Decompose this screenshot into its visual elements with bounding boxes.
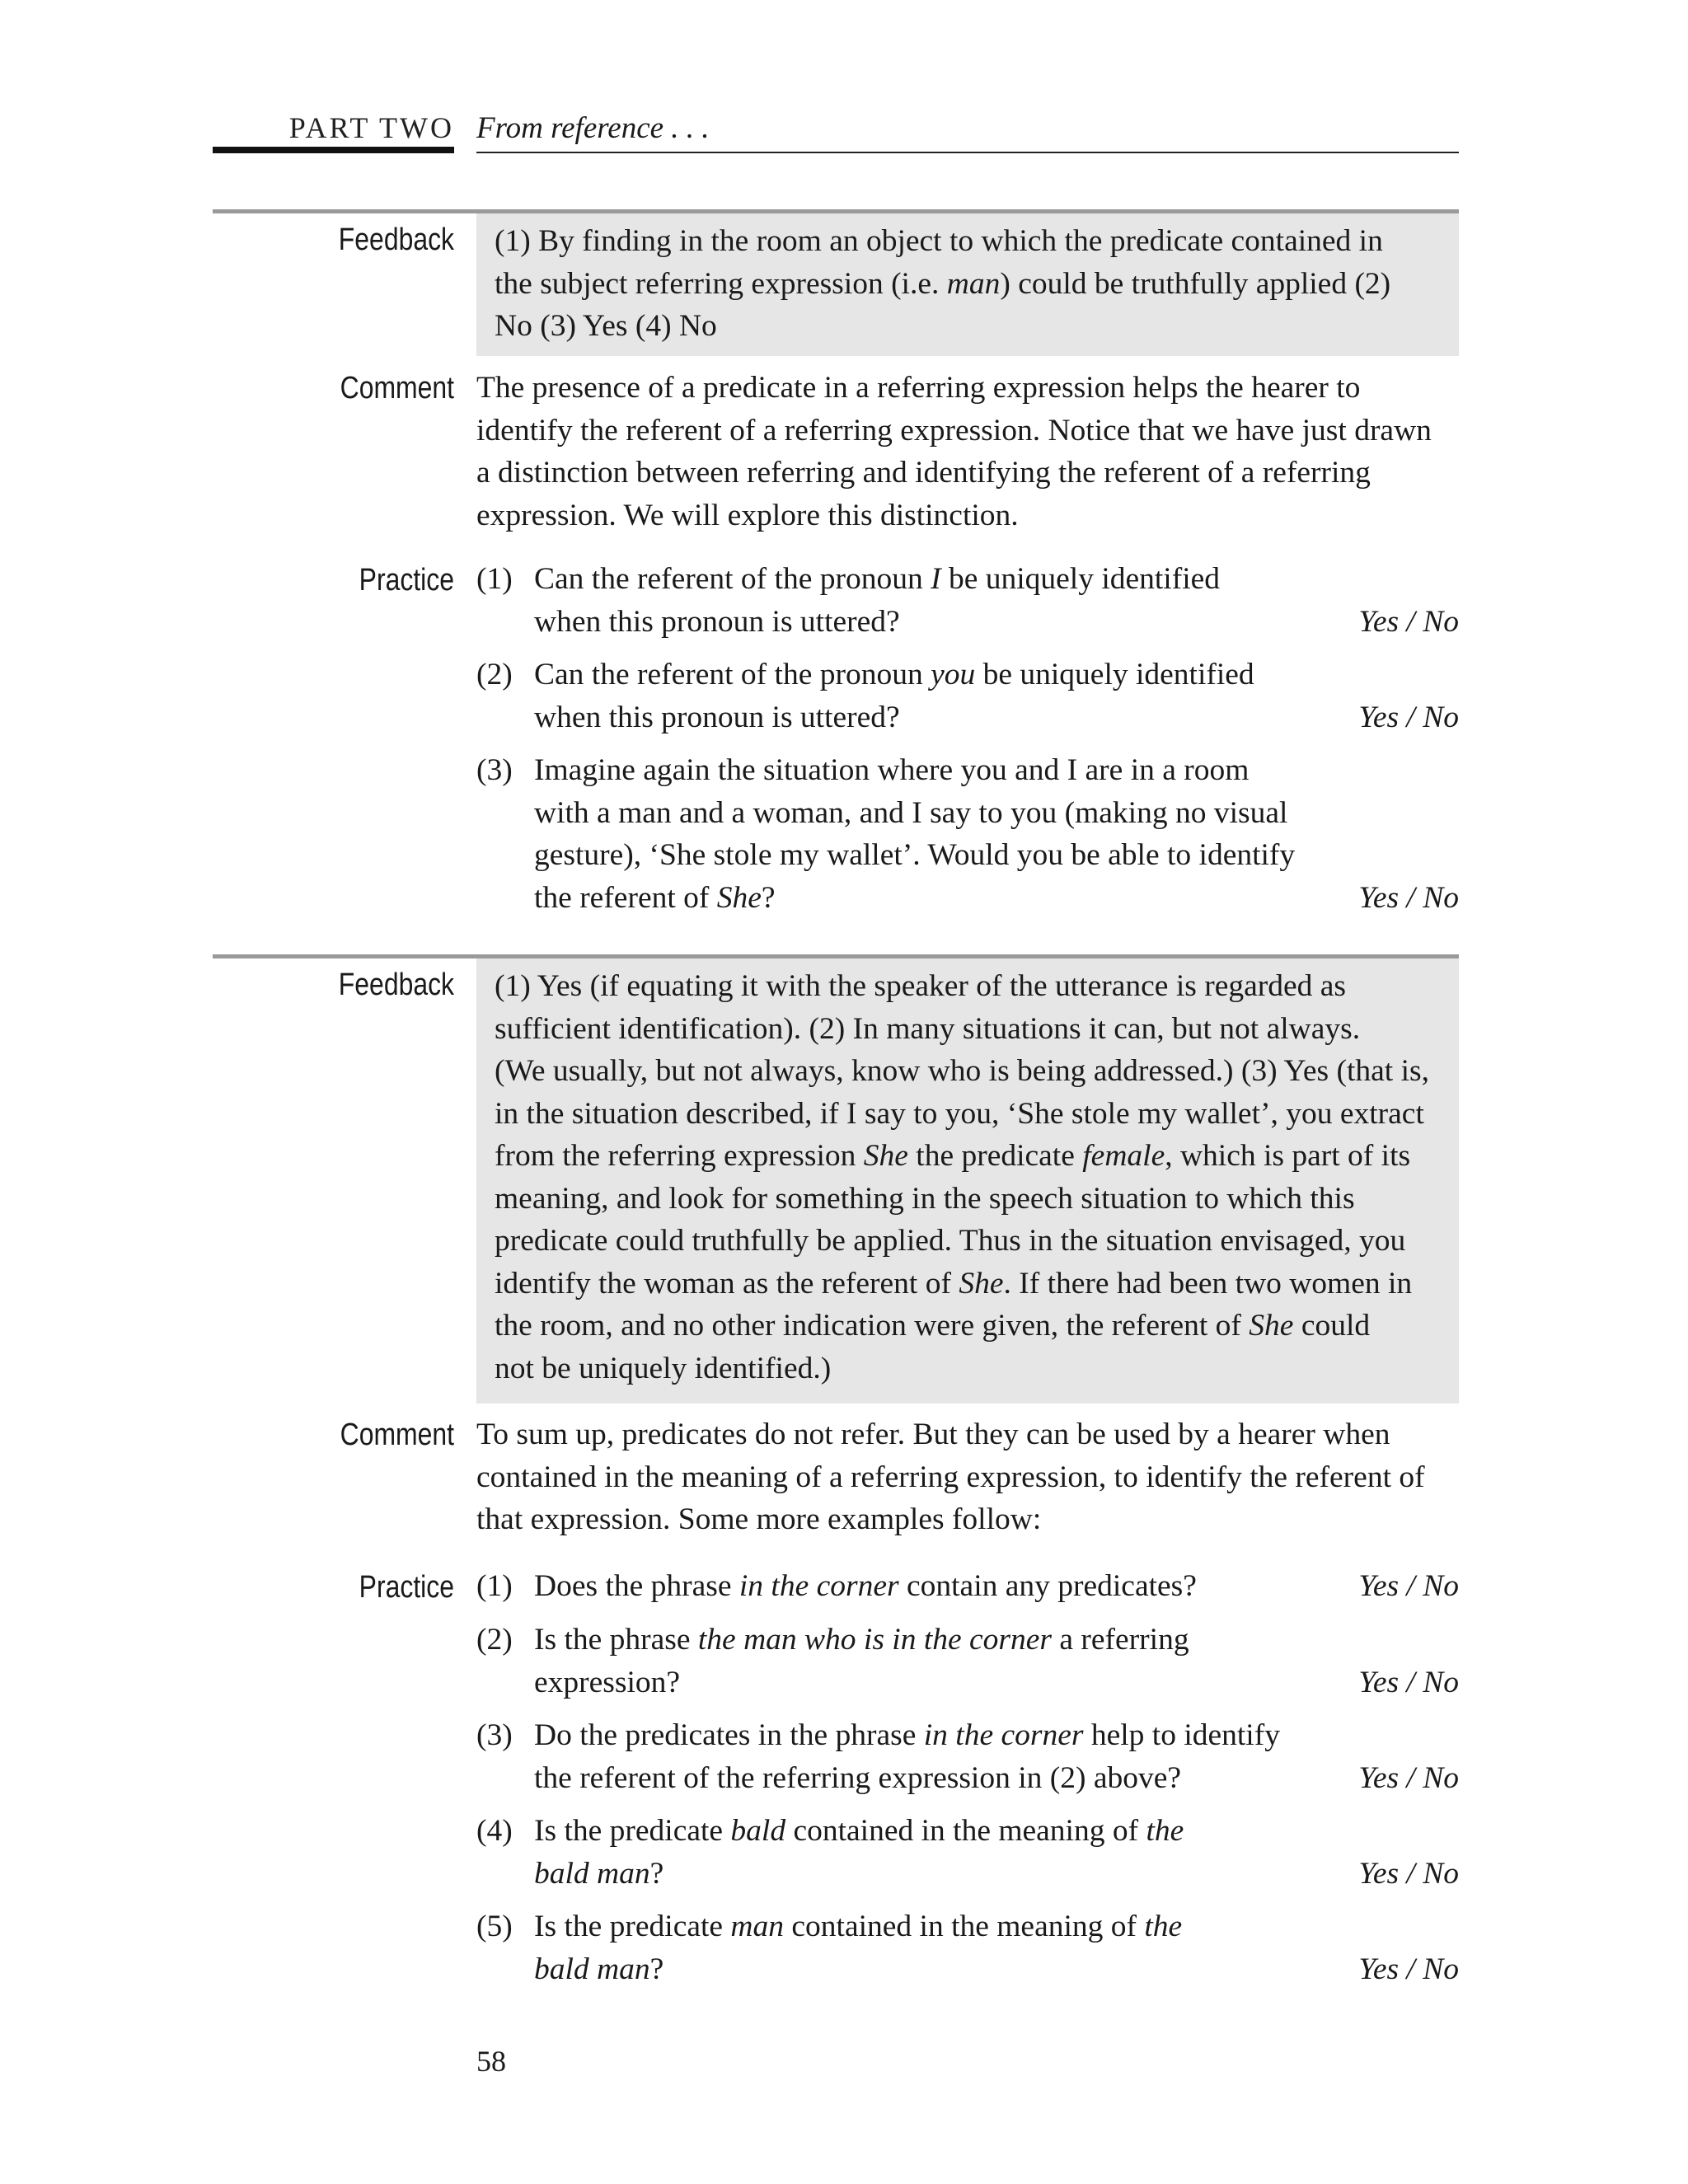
question-number: (3) [476,753,513,787]
practice-section-1 [213,563,1459,934]
practice-section-2 [213,1570,1459,2007]
question-text [534,1905,1317,1990]
question-number: (1) [476,1569,513,1603]
question-text [534,749,1317,919]
question-text [534,1714,1317,1799]
text-line: with a man and a woman, and I say to you (making no visual [534,795,1288,830]
italic-term: female [1082,1139,1165,1173]
text-line: the referent of the referring expression in (2) above? [534,1760,1182,1795]
italic-term: bald man [534,1856,650,1891]
feedback-section-1 [213,209,1459,358]
text-line: when this pronoun is uttered? [534,604,900,639]
comment-section-1 [213,371,1459,544]
question-number: (5) [476,1910,513,1943]
italic-term: in the corner [923,1718,1084,1752]
answer-choice: Yes / No [1358,1569,1459,1603]
question-number: (1) [476,562,513,596]
italic-term: you [931,658,976,691]
text-line: from the referring expression She the predicate female, which is part of its [495,1139,1411,1173]
text-line: identify the woman as the referent of She. If there had been two women in [495,1266,1413,1301]
text-line: Do the predicates in the phrase in the corner help to identify [534,1718,1280,1752]
running-head-bar [213,147,454,153]
question-number: (2) [476,658,513,691]
comment-section-2 [213,1418,1459,1554]
text-line: expression? [534,1665,681,1699]
text-line: No (3) Yes (4) No [495,309,717,343]
text-line: (1) Yes (if equating it with the speaker of the utterance is regarded as [495,969,1346,1003]
text-line: when this pronoun is uttered? [534,700,900,734]
section-label: Practice [359,1570,454,1605]
text-line: sufficient identification). (2) In many situations it can, but not always. [495,1011,1361,1046]
answer-choice: Yes / No [1358,1856,1459,1891]
italic-term: in the corner [738,1569,899,1603]
question-text [534,654,1317,738]
feedback-text [495,965,1429,1390]
text-line: that expression. Some more examples follow: [476,1502,1042,1536]
feedback-box [476,213,1459,356]
italic-term: She [716,880,762,915]
text-line: bald man? [534,1856,664,1891]
section-label: Comment [340,371,454,405]
feedback-box [476,958,1459,1404]
italic-term: man [730,1910,785,1943]
text-line: the subject referring expression (i.e. man) could be truthfully applied (2) [495,266,1391,301]
text-line: To sum up, predicates do not refer. But they can be used by a hearer when [476,1418,1390,1451]
question-text [534,558,1317,643]
answer-choice: Yes / No [1358,880,1459,915]
italic-term: the [1146,1814,1184,1848]
text-line: Imagine again the situation where you and I are in a room [534,753,1250,787]
text-line: (1) By finding in the room an object to which the predicate contained in [495,224,1383,258]
question-text [534,1565,1317,1608]
text-line: meaning, and look for something in the speech situation to which this [495,1181,1355,1216]
text-line: a distinction between referring and identifying the referent of a referring [476,456,1371,490]
text-line: Is the predicate man contained in the meaning of the [534,1910,1183,1943]
section-label: Comment [340,1418,454,1452]
text-line: expression. We will explore this distinction. [476,498,1019,532]
running-head-title: From reference . . . [476,111,710,145]
italic-term: I [931,562,941,596]
text-line: Is the phrase the man who is in the corner a referring [534,1623,1189,1657]
running-head [213,107,1459,153]
text-line: identify the referent of a referring expression. Notice that we have just drawn [476,413,1432,448]
italic-term: the [1144,1910,1183,1943]
italic-term: bald [730,1814,786,1848]
section-label: Feedback [338,968,454,1002]
question-number: (3) [476,1718,513,1752]
running-head-title-block [476,107,1459,153]
italic-term: bald man [534,1952,650,1986]
text-line: contained in the meaning of a referring expression, to identify the referent of [476,1460,1425,1494]
text-line: predicate could truthfully be applied. Thus in the situation envisaged, you [495,1224,1406,1258]
text-line: Can the referent of the pronoun you be uniquely identified [534,658,1254,691]
text-line: the referent of She? [534,880,776,915]
answer-choice: Yes / No [1358,604,1459,639]
question-number: (4) [476,1814,513,1848]
feedback-text [495,220,1426,348]
text-line: Is the predicate bald contained in the meaning of the [534,1814,1184,1848]
italic-term: She [863,1139,908,1173]
text-line: (We usually, but not always, know who is being addressed.) (3) Yes (that is, [495,1054,1429,1088]
question-number: (2) [476,1623,513,1657]
italic-term: man [946,266,1001,301]
text-line: bald man? [534,1952,664,1986]
feedback-section-2 [213,954,1459,1404]
italic-term: She [959,1266,1004,1301]
text-line: The presence of a predicate in a referring expression helps the hearer to [476,371,1361,405]
italic-term: She [1249,1309,1294,1343]
section-label: Feedback [338,223,454,257]
italic-term: the man who is in the corner [697,1623,1053,1657]
section-label: Practice [359,563,454,598]
answer-choice: Yes / No [1358,1760,1459,1795]
question-text [534,1619,1317,1704]
question-text [534,1810,1317,1895]
answer-choice: Yes / No [1358,1952,1459,1986]
answer-choice: Yes / No [1358,1665,1459,1699]
text-line: gesture), ‘She stole my wallet’. Would you be able to identify [534,838,1296,872]
comment-text [476,367,1459,537]
page-number: 58 [476,2045,506,2078]
running-head-part: PART TWO [288,111,454,144]
text-line: Does the phrase in the corner contain any predicates? [534,1569,1197,1603]
comment-text [476,1413,1459,1541]
text-line: in the situation described, if I say to you, ‘She stole my wallet’, you extract [495,1096,1424,1131]
text-line: not be uniquely identified.) [495,1351,832,1385]
text-line: Can the referent of the pronoun I be uniquely identified [534,562,1221,596]
answer-choice: Yes / No [1358,700,1459,734]
running-head-part-block [213,107,454,153]
text-line: the room, and no other indication were given, the referent of She could [495,1309,1371,1343]
